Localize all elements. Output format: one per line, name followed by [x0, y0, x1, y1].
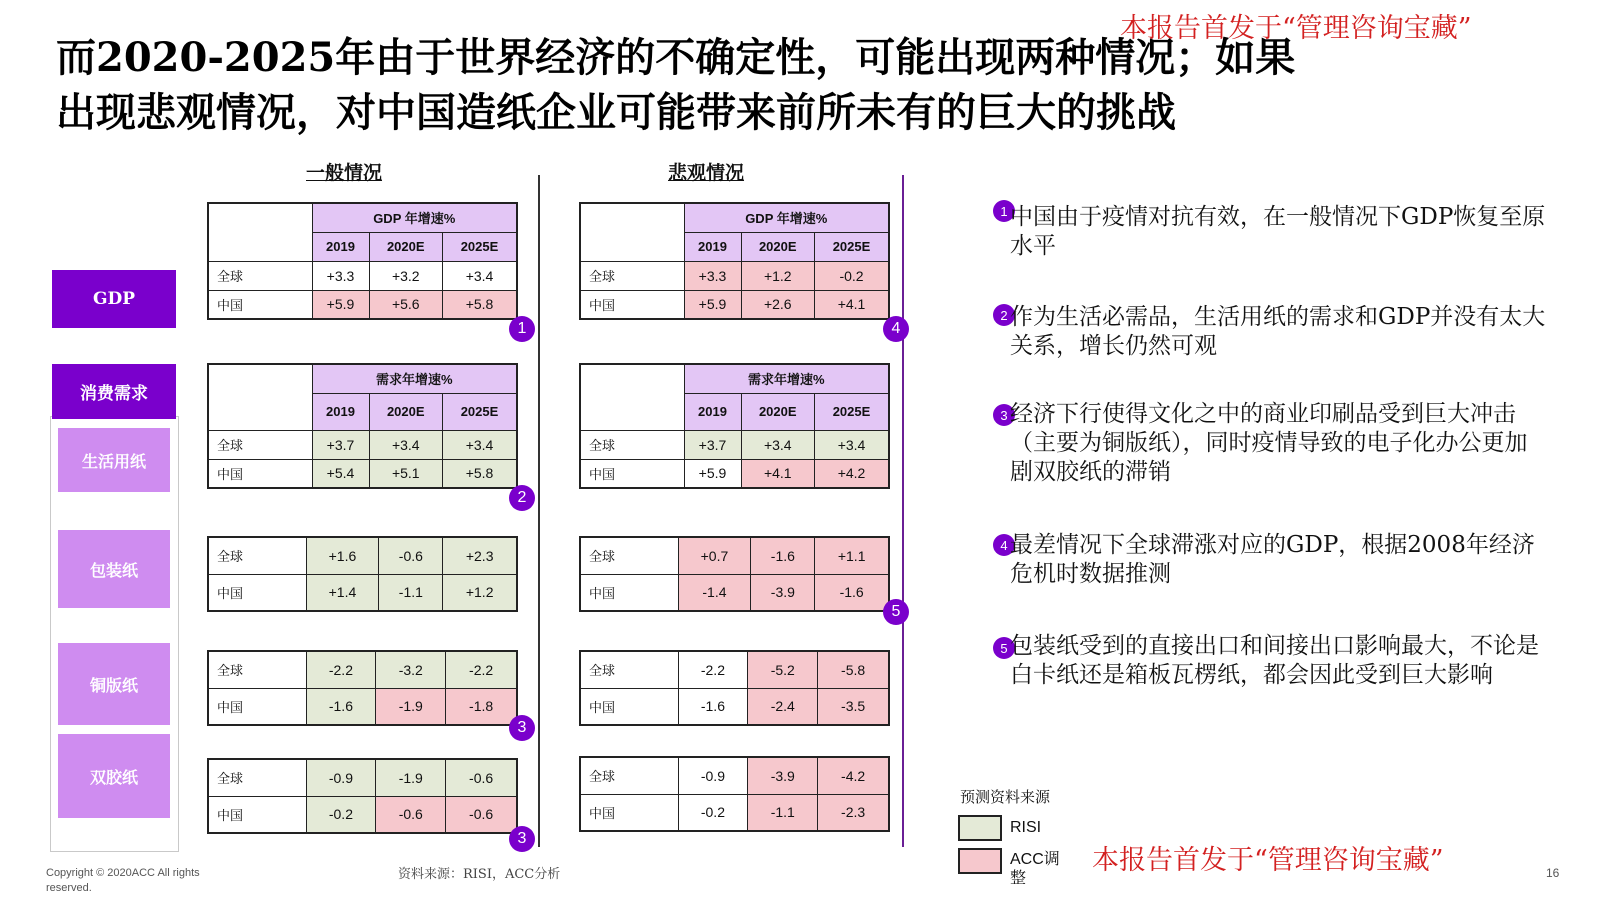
- year-header: 2019: [684, 232, 741, 261]
- year-header: 2020E: [741, 393, 815, 430]
- table-cell: +3.2: [369, 261, 443, 290]
- row-label-china: 中国: [208, 574, 306, 611]
- legend-swatch-risi: [958, 815, 1002, 841]
- table-pessimistic-offset: [579, 756, 890, 832]
- divider-right: [902, 175, 904, 847]
- table-cell: -1.9: [376, 759, 446, 796]
- table-normal-offset: [207, 758, 518, 834]
- year-header: 2025E: [815, 393, 889, 430]
- table-pessimistic-packaging: [579, 536, 890, 612]
- badge-5: 5: [883, 599, 909, 625]
- watermark-top: 本报告首发于“管理咨询宝藏”: [1120, 13, 1472, 44]
- category-tissue: 生活用纸: [58, 428, 170, 492]
- row-label-global: 全球: [208, 537, 306, 574]
- table-cell: +3.3: [312, 261, 369, 290]
- table-cell: +0.7: [678, 537, 751, 574]
- page-title: [56, 30, 1356, 140]
- table-cell: +3.4: [741, 430, 815, 459]
- table-header-gdp: GDP 年增速%: [684, 203, 889, 232]
- year-header: 2020E: [741, 232, 815, 261]
- table-cell: -1.1: [748, 794, 818, 831]
- table-cell: +1.6: [306, 537, 379, 574]
- note-text: 包装纸受到的直接出口和间接出口影响最大，不论是白卡纸还是箱板瓦楞纸，都会因此受到巨大影响: [1010, 633, 1539, 688]
- table-cell: +5.9: [684, 459, 741, 488]
- note-badge: 4: [993, 534, 1015, 556]
- table-cell: -0.6: [376, 796, 446, 833]
- table-pessimistic-coated: [579, 650, 890, 726]
- table-cell: +1.4: [306, 574, 379, 611]
- row-label-global: 全球: [208, 651, 306, 688]
- year-header: 2019: [312, 232, 369, 261]
- row-label-china: 中国: [208, 688, 306, 725]
- table-cell: -2.2: [446, 651, 517, 688]
- table-cell: -1.9: [376, 688, 446, 725]
- table-cell: +5.9: [312, 290, 369, 319]
- table-cell: -1.6: [751, 537, 815, 574]
- table-cell: +3.4: [443, 261, 517, 290]
- table-cell: -0.6: [446, 796, 517, 833]
- year-header: 2025E: [443, 232, 517, 261]
- note-text: 最差情况下全球滞涨对应的GDP，根据2008年经济危机时数据推测: [1010, 532, 1535, 587]
- badge-3: 3: [509, 826, 535, 852]
- table-cell: +3.4: [369, 430, 443, 459]
- year-header: 2020E: [369, 232, 443, 261]
- table-cell: -1.1: [379, 574, 443, 611]
- table-cell: +4.2: [815, 459, 889, 488]
- table-normal-gdp: [207, 202, 518, 320]
- table-cell: -3.5: [818, 688, 889, 725]
- table-pessimistic-tissue: [579, 363, 890, 489]
- row-label-global: 全球: [580, 651, 678, 688]
- table-cell: +5.4: [312, 459, 369, 488]
- table-cell: -2.4: [748, 688, 818, 725]
- badge-3: 3: [509, 715, 535, 741]
- section-normal-heading: 一般情况: [306, 162, 383, 184]
- table-corner: [208, 364, 312, 430]
- table-cell: -3.9: [748, 757, 818, 794]
- table-normal-packaging: [207, 536, 518, 612]
- table-cell: +3.7: [312, 430, 369, 459]
- table-cell: -0.9: [306, 759, 376, 796]
- table-header-demand: 需求年增速%: [684, 364, 889, 393]
- table-cell: -1.6: [815, 574, 889, 611]
- title-line-1: 而2020-2025年由于世界经济的不确定性，可能出现两种情况；如果: [56, 34, 1296, 81]
- table-normal-coated: [207, 650, 518, 726]
- category-gdp: GDP: [52, 270, 176, 328]
- row-label-china: 中国: [580, 574, 678, 611]
- table-cell: +4.1: [815, 290, 889, 319]
- table-cell: -2.2: [678, 651, 748, 688]
- table-cell: -0.2: [815, 261, 889, 290]
- row-label-global: 全球: [208, 261, 312, 290]
- category-consumption: 消费需求: [52, 364, 176, 419]
- badge-1: 1: [509, 316, 535, 342]
- table-cell: +5.8: [443, 290, 517, 319]
- table-cell: -0.6: [446, 759, 517, 796]
- category-packaging: 包装纸: [58, 530, 170, 608]
- row-label-china: 中国: [580, 794, 678, 831]
- legend-swatch-acc: [958, 848, 1002, 874]
- legend-label-risi: RISI: [1010, 819, 1042, 836]
- row-label-china: 中国: [208, 290, 312, 319]
- year-header: 2019: [684, 393, 741, 430]
- table-cell: -1.8: [446, 688, 517, 725]
- row-label-china: 中国: [580, 459, 684, 488]
- category-offset: 双胶纸: [58, 734, 170, 818]
- table-cell: +1.1: [815, 537, 889, 574]
- badge-2: 2: [509, 485, 535, 511]
- table-cell: +2.3: [443, 537, 517, 574]
- table-pessimistic-gdp: [579, 202, 890, 320]
- table-cell: -4.2: [818, 757, 889, 794]
- table-cell: +4.1: [741, 459, 815, 488]
- note-badge: 5: [993, 637, 1015, 659]
- table-cell: -3.2: [376, 651, 446, 688]
- year-header: 2025E: [443, 393, 517, 430]
- table-cell: +3.4: [815, 430, 889, 459]
- table-cell: +1.2: [741, 261, 815, 290]
- legend-title: 预测资料来源: [960, 788, 1051, 806]
- table-cell: -0.9: [678, 757, 748, 794]
- note-badge: 3: [993, 404, 1015, 426]
- row-label-global: 全球: [208, 759, 306, 796]
- year-header: 2019: [312, 393, 369, 430]
- note-text: 经济下行使得文化之中的商业印刷品受到巨大冲击（主要为铜版纸），同时疫情导致的电子化办公更加剧双胶纸的滞销: [1010, 401, 1528, 485]
- badge-4: 4: [883, 316, 909, 342]
- note-text: 作为生活必需品，生活用纸的需求和GDP并没有太大关系，增长仍然可观: [1010, 304, 1546, 359]
- row-label-china: 中国: [208, 796, 306, 833]
- table-cell: +5.8: [443, 459, 517, 488]
- table-cell: +3.3: [684, 261, 741, 290]
- page-number: 16: [1546, 866, 1560, 880]
- row-label-china: 中国: [580, 290, 684, 319]
- row-label-china: 中国: [208, 459, 312, 488]
- table-cell: -5.2: [748, 651, 818, 688]
- table-cell: -1.6: [306, 688, 376, 725]
- table-cell: +3.4: [443, 430, 517, 459]
- table-cell: -2.2: [306, 651, 376, 688]
- section-pessimistic-heading: 悲观情况: [668, 162, 745, 184]
- table-cell: +5.6: [369, 290, 443, 319]
- table-cell: +2.6: [741, 290, 815, 319]
- table-cell: +5.9: [684, 290, 741, 319]
- table-cell: -3.9: [751, 574, 815, 611]
- table-cell: -1.4: [678, 574, 751, 611]
- year-header: 2025E: [815, 232, 889, 261]
- table-cell: +1.2: [443, 574, 517, 611]
- year-header: 2020E: [369, 393, 443, 430]
- row-label-global: 全球: [580, 537, 678, 574]
- table-corner: [208, 203, 312, 261]
- legend-label-acc: ACC调整: [1010, 851, 1060, 887]
- table-cell: +3.7: [684, 430, 741, 459]
- divider-middle: [538, 175, 540, 847]
- table-cell: -0.2: [306, 796, 376, 833]
- row-label-global: 全球: [580, 261, 684, 290]
- source-note: 资料来源：RISI，ACC分析: [398, 867, 561, 882]
- table-normal-tissue: [207, 363, 518, 489]
- row-label-global: 全球: [208, 430, 312, 459]
- table-cell: -2.3: [818, 794, 889, 831]
- table-cell: +5.1: [369, 459, 443, 488]
- table-corner: [580, 203, 684, 261]
- watermark-bottom: 本报告首发于“管理咨询宝藏”: [1092, 845, 1444, 876]
- note-badge: 2: [993, 304, 1015, 326]
- copyright: Copyright © 2020ACC All rights reserved.: [46, 867, 200, 894]
- table-cell: -5.8: [818, 651, 889, 688]
- table-header-demand: 需求年增速%: [312, 364, 517, 393]
- row-label-china: 中国: [580, 688, 678, 725]
- note-badge: 1: [993, 200, 1015, 222]
- table-cell: -0.2: [678, 794, 748, 831]
- table-cell: -1.6: [678, 688, 748, 725]
- row-label-global: 全球: [580, 430, 684, 459]
- table-corner: [580, 364, 684, 430]
- category-coated: 铜版纸: [58, 643, 170, 725]
- row-label-global: 全球: [580, 757, 678, 794]
- table-header-gdp: GDP 年增速%: [312, 203, 517, 232]
- title-line-2: 出现悲观情况，对中国造纸企业可能带来前所未有的巨大的挑战: [56, 89, 1176, 136]
- note-text: 中国由于疫情对抗有效，在一般情况下GDP恢复至原水平: [1010, 204, 1546, 259]
- table-cell: -0.6: [379, 537, 443, 574]
